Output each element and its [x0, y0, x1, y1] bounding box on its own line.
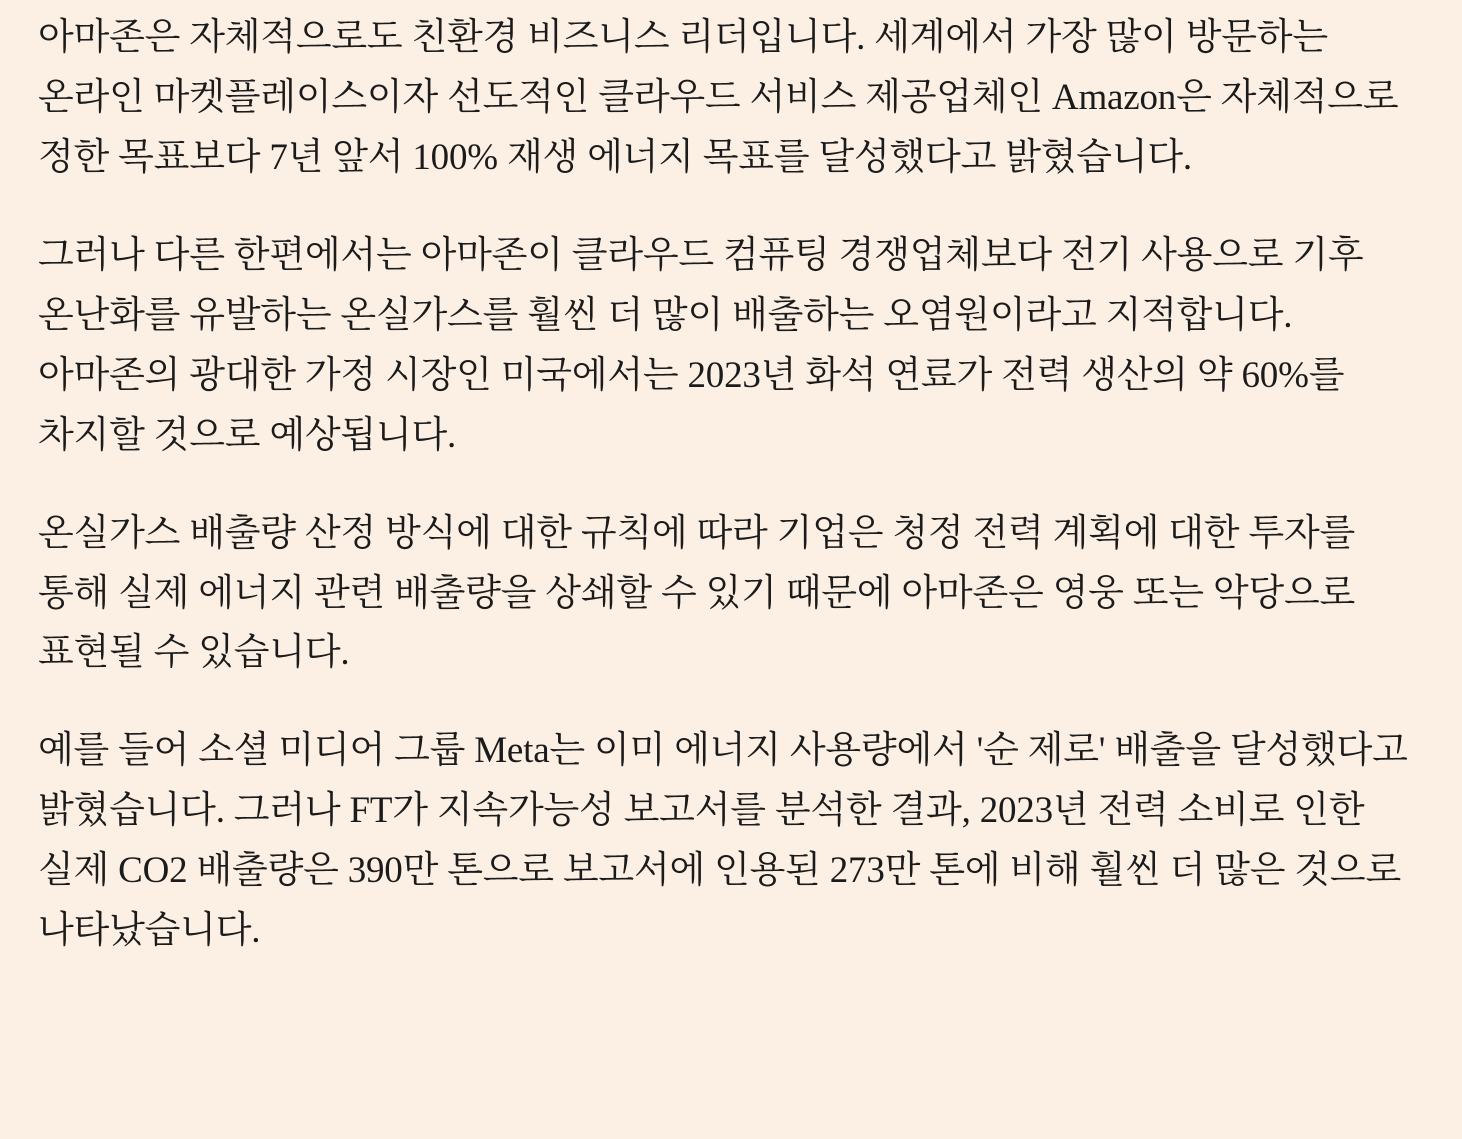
- article-paragraph: 예를 들어 소셜 미디어 그룹 Meta는 이미 에너지 사용량에서 '순 제로' 배출을 달성했다고 밝혔습니다. 그러나 FT가 지속가능성 보고서를 분석한 결과, 2023년 전력 소비로 인한 실제 CO2 배출량은 390만 톤으로 보고서에 인용된 273만 톤에 비해 훨씬 더 많은 것으로 나타났습니다.: [38, 730, 1408, 952]
- article-paragraph: 아마존은 자체적으로도 친환경 비즈니스 리더입니다. 세계에서 가장 많이 방문하는 온라인 마켓플레이스이자 선도적인 클라우드 서비스 제공업체인 Amazon은 자체적으로 정한 목표보다 7년 앞서 100% 재생 에너지 목표를 달성했다고 밝혔습니다.: [38, 17, 1399, 178]
- article-paragraph: 온실가스 배출량 산정 방식에 대한 규칙에 따라 기업은 청정 전력 계획에 대한 투자를 통해 실제 에너지 관련 배출량을 상쇄할 수 있기 때문에 아마존은 영웅 또는 악당으로 표현될 수 있습니다.: [38, 512, 1356, 674]
- article-paragraph: 그러나 다른 한편에서는 아마존이 클라우드 컴퓨팅 경쟁업체보다 전기 사용으로 기후 온난화를 유발하는 온실가스를 훨씬 더 많이 배출하는 오염원이라고 지적합니다. 아마존의 광대한 가정 시장인 미국에서는 2023년 화석 연료가 전력 생산의 약 60%를 차지할 것으로 예상됩니다.: [38, 234, 1364, 456]
